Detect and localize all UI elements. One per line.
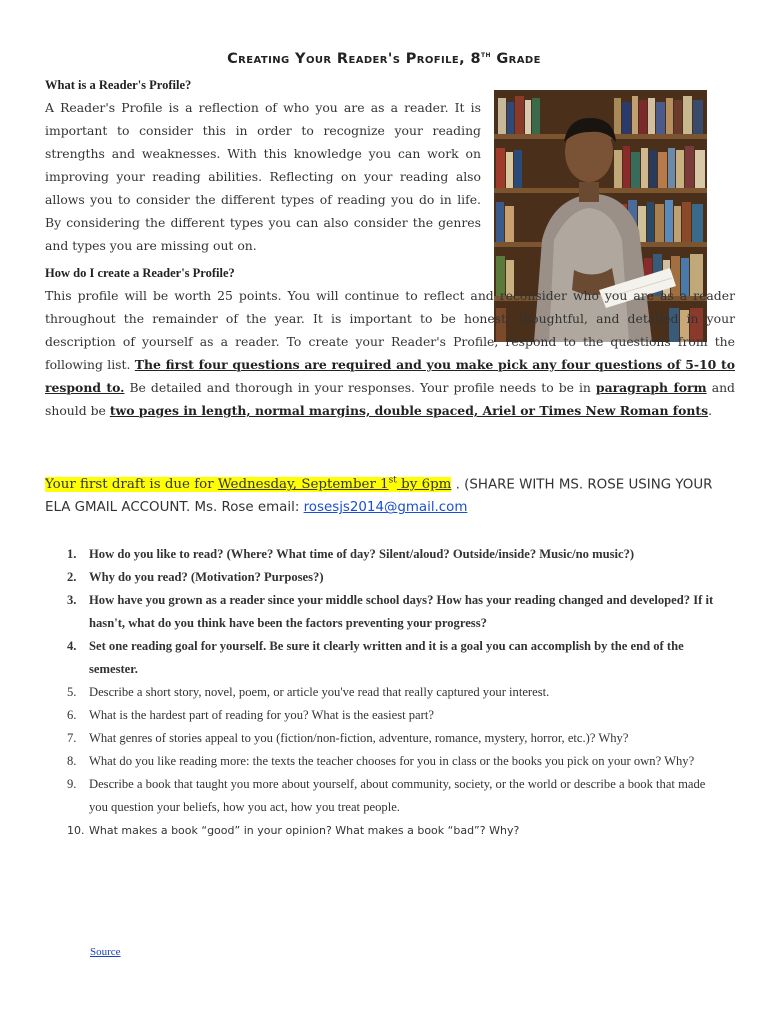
section-text-how: This profile will be worth 25 points. You will continue to reflect and reconsider who you are as a reader throughout the remainder of the year. It is important to be honest, thoughtful, and detailed in your description of yourself as a reader. To create your Reader's Profile, respond to the questions from the following list. The first four questions are required and you make pick any four questions of 5-10 to respond to. Be detailed and thorough in your responses. Your profile needs to be in paragraph form and should be two pages in length, normal margins, double spaced, Ariel or Times New Roman fonts. [45,288,735,418]
question-number: 10. [67,824,85,837]
question-number: 1. [67,547,77,561]
question-number: 5. [67,685,77,699]
question-item [45,773,715,819]
question-text: Describe a short story, novel, poem, or article you've read that really captured your interest. [89,685,550,699]
required-questions-note: The first four questions are required and you make pick any four questions of 5-10 to respond to. [45,357,735,395]
page-title: Creating Your Reader's Profile, 8th Grade [227,50,541,67]
format-note: paragraph form [595,380,707,395]
section-heading-what: What is a Reader's Profile? [45,78,192,92]
question-number: 2. [67,570,77,584]
question-text: Set one reading goal for yourself. Be sure it clearly written and it is a goal you can accomplish by the end of the semester. [89,639,684,676]
question-text: How have you grown as a reader since your middle school days? How has your reading changed and developed? If it hasn't, what do you think have been the factors preventing your progress? [89,593,714,630]
question-number: 6. [67,708,77,722]
deadline-highlight: Your first draft is due for Wednesday, September 1st by 6pm [45,476,452,493]
question-text: What genres of stories appeal to you (fiction/non-fiction, adventure, romance, mystery, horror, etc.)? Why? [89,731,629,745]
question-number: 9. [67,777,77,791]
length-note: two pages in length, normal margins, double spaced, Ariel or Times New Roman fonts [109,403,709,418]
question-text: What makes a book “good” in your opinion? What makes a book “bad”? Why? [89,824,520,837]
deadline-note: Your first draft is due for Wednesday, September 1st by 6pm . (SHARE WITH MS. ROSE USING YOUR ELA GMAIL ACCOUNT. Ms. Rose email: rosesjs2014@gmail.com [45,476,713,516]
question-item [45,589,715,635]
email-link[interactable]: rosesjs2014@gmail.com [303,500,468,516]
question-text: What do you like reading more: the texts the teacher chooses for you in class or the books you pick on your own? Why? [89,754,695,768]
question-number: 8. [67,754,77,768]
question-number: 4. [67,639,77,653]
question-item [45,543,715,566]
question-item [45,750,715,773]
question-text: Describe a book that taught you more about yourself, about community, society, or the world or describe a book that made you question your beliefs, how you act, how you treat people. [89,777,706,814]
question-text: How do you like to read? (Where? What time of day? Silent/aloud? Outside/inside? Music/no music?) [89,547,635,561]
source-link[interactable]: Source [90,946,121,958]
question-item [45,727,715,750]
section-text-what: A Reader's Profile is a reflection of who you are as a reader. It is important to consider this in order to recognize your reading strengths and weaknesses. With this knowledge you can work on improving your reading abilities. Reflecting on your reading also allows you to consider the different types of reading you do in life. By considering the different types you can also consider the genres and types you are missing out on. [45,100,481,253]
question-item [45,635,715,681]
question-text: Why do you read? (Motivation? Purposes?) [89,570,324,584]
question-item [45,681,715,704]
section-heading-how: How do I create a Reader's Profile? [45,266,235,280]
question-item [45,566,715,589]
question-item [45,704,715,727]
question-number: 7. [67,731,77,745]
questions-list [45,543,715,842]
question-text: What is the hardest part of reading for you? What is the easiest part? [89,708,434,722]
question-number: 3. [67,593,77,607]
question-item [45,819,715,842]
